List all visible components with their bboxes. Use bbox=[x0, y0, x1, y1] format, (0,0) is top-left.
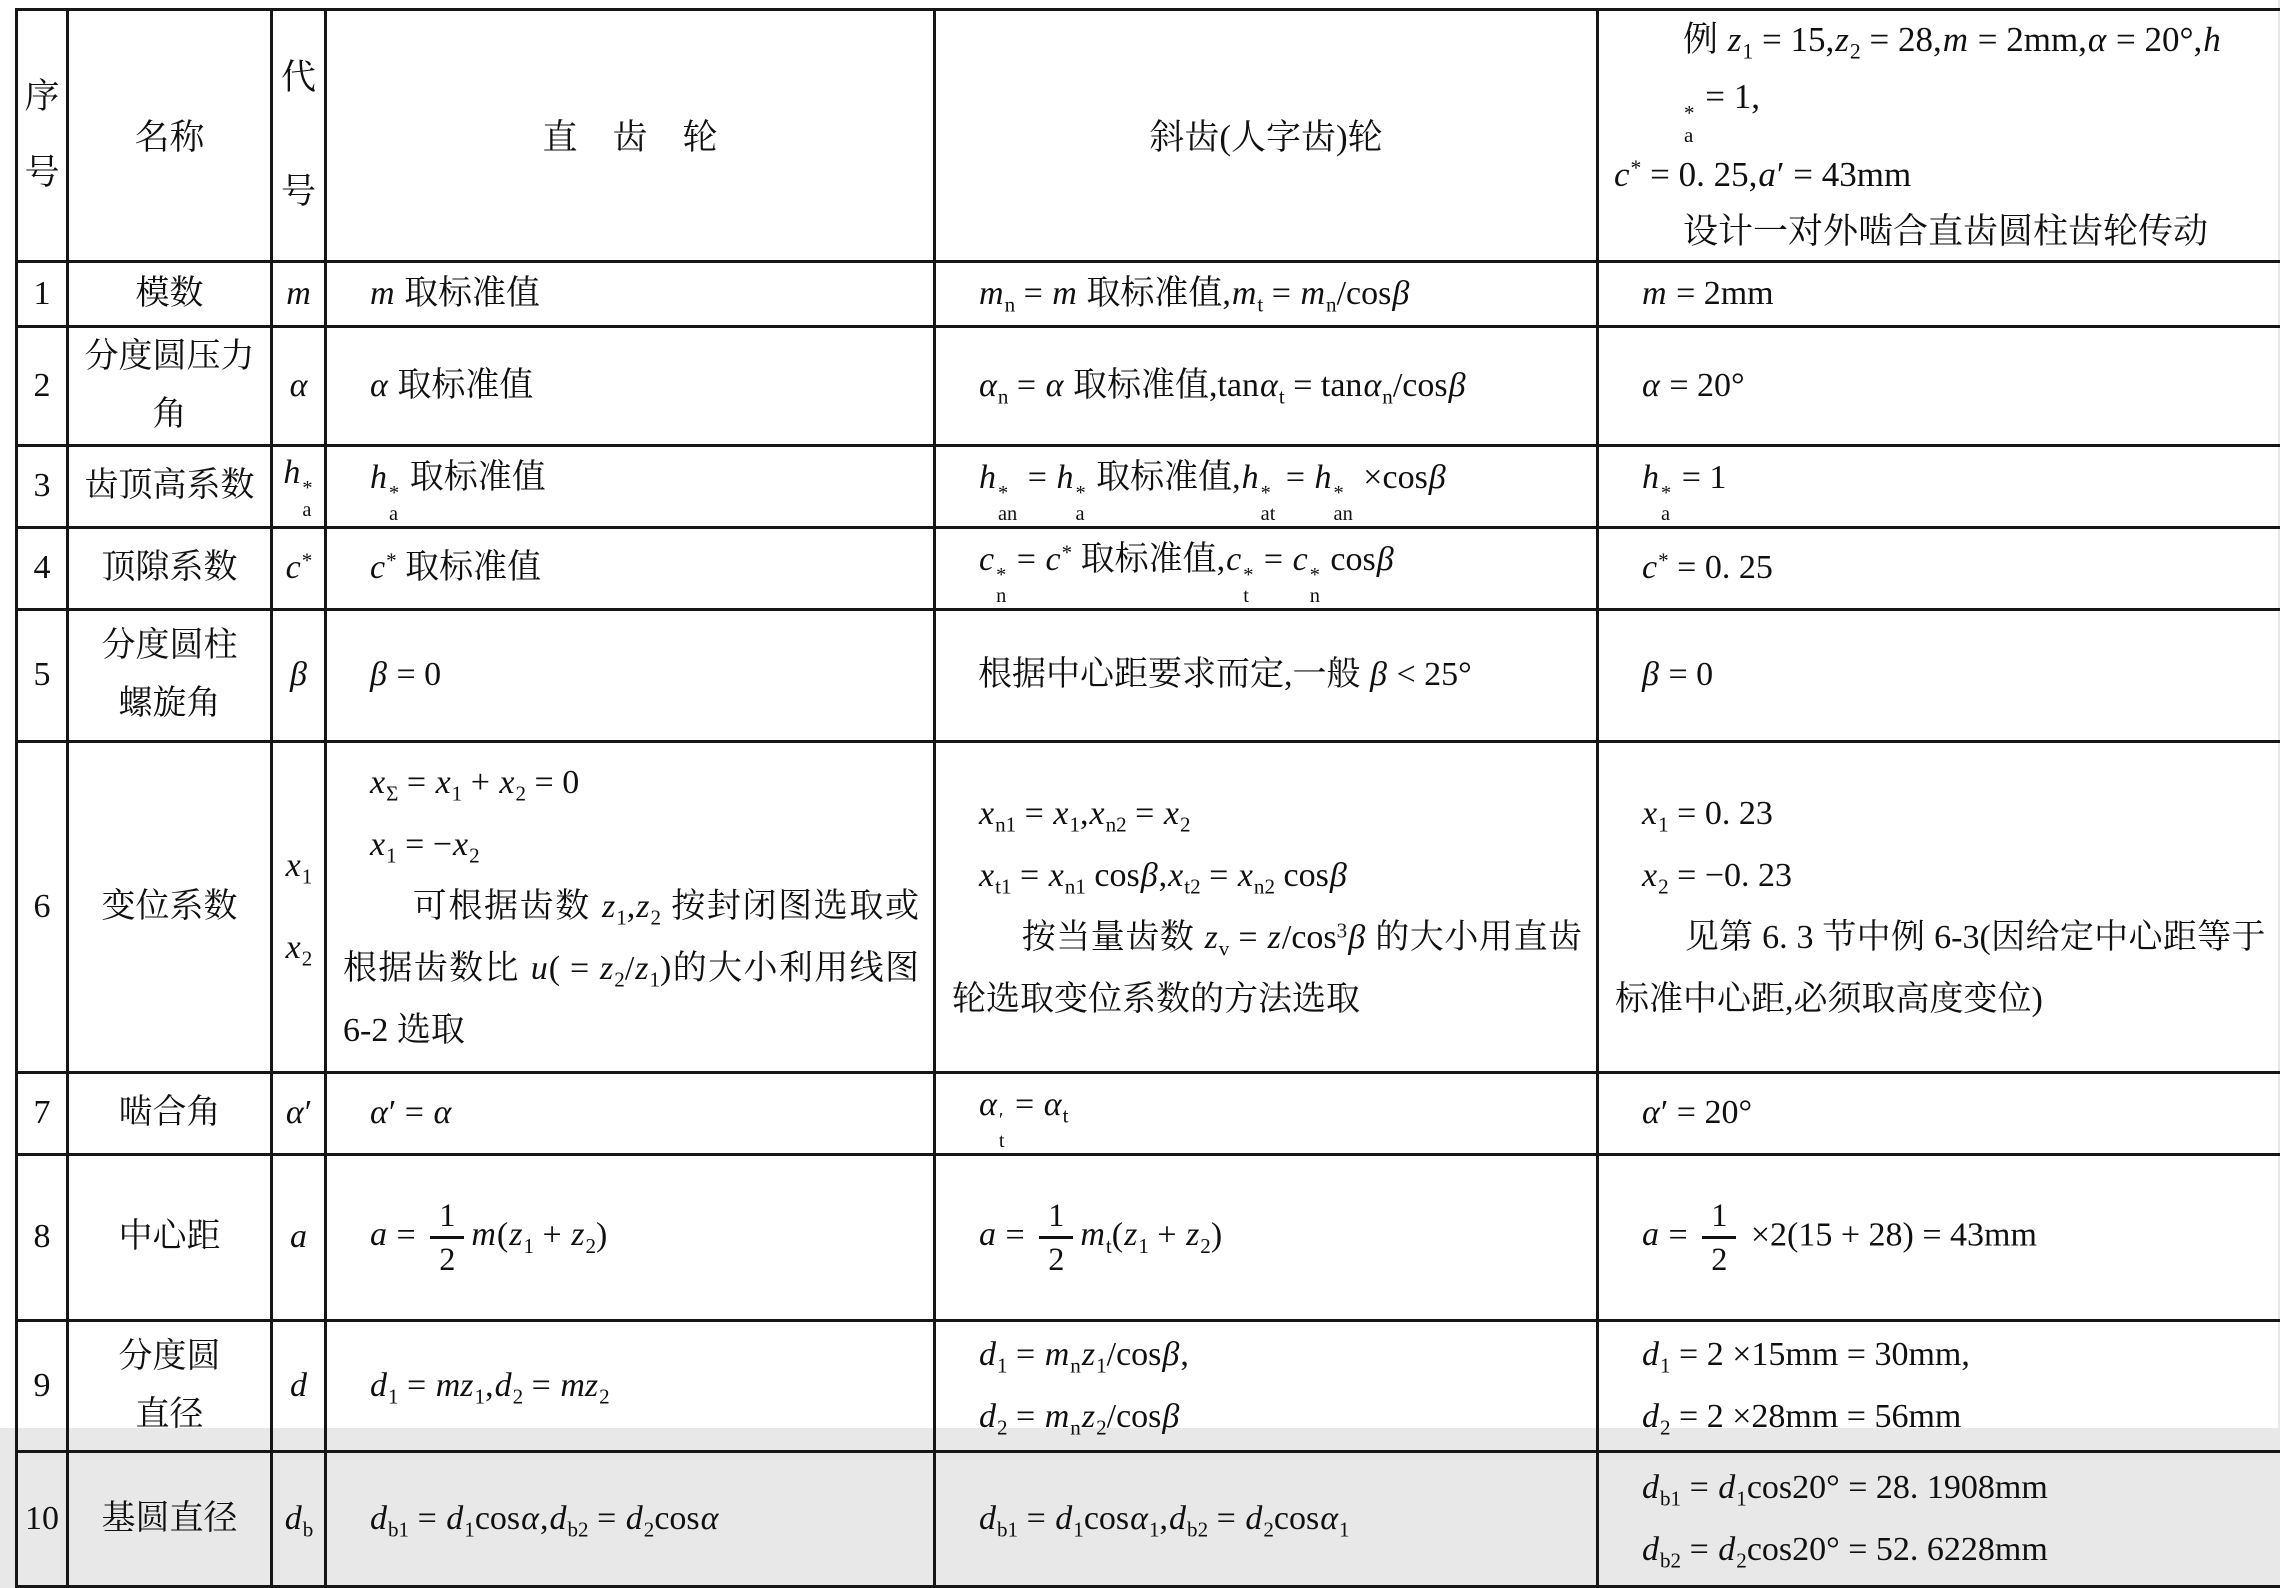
formula-line: 分度圆 bbox=[118, 1337, 221, 1375]
header-symbol bbox=[272, 10, 326, 262]
cell-spur bbox=[326, 609, 935, 741]
cell-spur bbox=[326, 326, 935, 445]
formula-line: $x_1 = -x_2$ bbox=[370, 825, 480, 868]
cell-example bbox=[1598, 326, 2280, 445]
cell-name bbox=[68, 741, 272, 1072]
formula-line: 代 bbox=[280, 58, 316, 98]
formula-line: $d_1 = mz_1,d_2 = mz_2$ bbox=[370, 1366, 610, 1409]
formula-line: 中心距 bbox=[118, 1218, 221, 1256]
cell-example bbox=[1598, 1320, 2280, 1451]
formula-line: $x_1 = 0$. 23 bbox=[1642, 794, 1773, 837]
formula-line: 螺旋角 bbox=[118, 685, 221, 723]
cell-num: 3 bbox=[17, 445, 68, 527]
formula-line: 根据中心距要求而定,一般 β < 25° bbox=[978, 656, 1472, 694]
formula-line: 分度圆压力角 bbox=[84, 337, 255, 433]
table-row bbox=[17, 326, 2280, 445]
cell-symbol bbox=[272, 741, 326, 1072]
formula-line: 见第 6. 3 节中例 6-3(因给定中心距等于标准中心距,必须取高度变位) bbox=[1615, 918, 2266, 1018]
formula-line: 啮合角 bbox=[118, 1094, 221, 1132]
formula-line: β = 0 bbox=[370, 656, 442, 694]
formula-line: $d_2 = 2 \times 28mm = 56mm$ bbox=[1642, 1397, 1962, 1440]
cell-symbol bbox=[272, 1320, 326, 1451]
formula-line: 分度圆柱 bbox=[101, 627, 238, 665]
formula-line: $d_1 = m_nz_1/\cos\beta$, bbox=[979, 1335, 1189, 1378]
cell-name bbox=[68, 609, 272, 741]
formula-line: d bbox=[290, 1366, 307, 1404]
cell-helical bbox=[935, 609, 1598, 741]
cell-num: 4 bbox=[17, 527, 68, 609]
cell-helical bbox=[935, 1320, 1598, 1451]
table-row bbox=[17, 445, 2280, 527]
formula-line: $d_{b2} = d_2\cos 20^\circ = 52$. 6228mm bbox=[1642, 1530, 2048, 1573]
cell-symbol bbox=[272, 445, 326, 527]
cell-name bbox=[68, 326, 272, 445]
cell-example bbox=[1598, 445, 2280, 527]
formula-line: h * an = h * a 取标准值,h * at = h * an ×cosβ bbox=[979, 458, 1446, 526]
formula-line: 顶隙系数 bbox=[101, 549, 238, 587]
cell-helical bbox=[935, 445, 1598, 527]
cell-symbol bbox=[272, 261, 326, 326]
formula-line: α 取标准值 bbox=[370, 366, 534, 404]
cell-name bbox=[68, 1154, 272, 1320]
formula-line: 齿顶高系数 bbox=[84, 467, 255, 505]
cell-example bbox=[1598, 609, 2280, 741]
header-spur-gear: 直 齿 轮 bbox=[326, 10, 935, 262]
cell-name bbox=[68, 445, 272, 527]
formula-line: a = $\frac{1}{2}$ $m(z_1 + z_2)$ bbox=[370, 1196, 608, 1277]
formula-line: α = 20° bbox=[1642, 366, 1745, 404]
formula-line: 设计一对外啮合直齿圆柱齿轮传动 bbox=[1683, 211, 2209, 251]
formula-line: α ′ t = $\alpha_t$ bbox=[979, 1085, 1069, 1153]
formula-line: c* = 0. 25,a′ = 43mm bbox=[1614, 154, 1912, 194]
cell-symbol bbox=[272, 609, 326, 741]
cell-num: 8 bbox=[17, 1154, 68, 1320]
formula-line: h * a 取标准值 bbox=[370, 458, 546, 526]
formula-line: $x_1$ bbox=[285, 846, 313, 889]
formula-line: 基圆直径 bbox=[101, 1499, 238, 1537]
formula-line: c* bbox=[285, 548, 313, 587]
formula-line: α bbox=[289, 366, 308, 404]
table-row bbox=[17, 609, 2280, 741]
table-row bbox=[17, 1072, 2280, 1154]
cell-num: 10 bbox=[17, 1451, 68, 1586]
formula-line: 例 $z_1 = 15,z_2 = 28,m = 2mm,\alpha = 20^\circ,h$ * a = 1, bbox=[1683, 20, 2221, 147]
formula-line: α′ bbox=[285, 1094, 313, 1132]
cell-example bbox=[1598, 261, 2280, 326]
table-row bbox=[17, 261, 2280, 326]
table-row bbox=[17, 1154, 2280, 1320]
cell-spur bbox=[326, 261, 935, 326]
table-row bbox=[17, 1451, 2280, 1586]
cell-symbol bbox=[272, 1154, 326, 1320]
cell-num: 7 bbox=[17, 1072, 68, 1154]
cell-name bbox=[68, 1320, 272, 1451]
cell-name bbox=[68, 1072, 272, 1154]
cell-spur bbox=[326, 1072, 935, 1154]
header-row bbox=[17, 10, 2280, 262]
cell-example bbox=[1598, 527, 2280, 609]
cell-example bbox=[1598, 1072, 2280, 1154]
table-row bbox=[17, 527, 2280, 609]
formula-line: c* 取标准值 bbox=[370, 548, 542, 587]
cell-symbol bbox=[272, 527, 326, 609]
cell-spur bbox=[326, 1154, 935, 1320]
cell-helical bbox=[935, 326, 1598, 445]
formula-line: a bbox=[290, 1218, 307, 1256]
header-example bbox=[1598, 10, 2280, 262]
formula-line: c * n = c* 取标准值,c * t = c * n cosβ bbox=[979, 540, 1394, 608]
cell-helical bbox=[935, 527, 1598, 609]
formula-line: 按当量齿数 $z_v = z/\cos^3\beta$ 的大小用直齿轮选取变位系数的方法选取 bbox=[952, 918, 1583, 1018]
formula-line: $d_{b1} = d_1\cos 20^\circ = 28$. 1908mm bbox=[1642, 1468, 2048, 1511]
cell-num: 1 bbox=[17, 261, 68, 326]
header-serial bbox=[17, 10, 68, 262]
formula-line: $d_{b1} = d_1\cos\alpha_1,d_{b2} = d_2\cos\alpha_1$ bbox=[979, 1499, 1350, 1542]
formula-line: $d_1 = 2 \times 15mm = 30mm$, bbox=[1642, 1335, 1970, 1378]
formula-line: $d_b$ bbox=[284, 1499, 314, 1542]
formula-line: α′ = 20° bbox=[1642, 1094, 1753, 1132]
formula-line: $\alpha_n = \alpha$ 取标准值,tanα$_t$ = tanα$_n$/cosβ bbox=[979, 366, 1466, 409]
formula-line: a = $\frac{1}{2}$ $m_t(z_1 + z_2)$ bbox=[979, 1196, 1223, 1277]
formula-line: $m_n = m$ 取标准值$,m_t = m_n/\cos\beta$ bbox=[979, 274, 1410, 317]
formula-line: 变位系数 bbox=[101, 887, 238, 925]
formula-line: a = $\frac{1}{2}$ ×2(15 + 28) = 43mm bbox=[1642, 1196, 2037, 1277]
formula-line: m bbox=[286, 274, 311, 312]
formula-line: α′ = α bbox=[370, 1094, 452, 1132]
formula-line: m 取标准值 bbox=[370, 274, 541, 312]
formula-line: 号 bbox=[280, 172, 316, 212]
formula-line: h * a = 1 bbox=[1642, 458, 1727, 526]
cell-num: 5 bbox=[17, 609, 68, 741]
cell-num: 9 bbox=[17, 1320, 68, 1451]
formula-line: $d_2 = m_nz_2/\cos\beta$ bbox=[979, 1397, 1180, 1440]
cell-spur bbox=[326, 1451, 935, 1586]
cell-spur bbox=[326, 445, 935, 527]
formula-line: β = 0 bbox=[1642, 656, 1714, 694]
formula-line: 直径 bbox=[135, 1395, 204, 1433]
cell-helical bbox=[935, 1451, 1598, 1586]
cell-num: 2 bbox=[17, 326, 68, 445]
cell-symbol bbox=[272, 1072, 326, 1154]
formula-line: 序 bbox=[24, 77, 60, 117]
cell-example bbox=[1598, 741, 2280, 1072]
cell-example bbox=[1598, 1451, 2280, 1586]
formula-line: 可根据齿数 $z_1,z_2$ 按封闭图选取或根据齿数比 $u( = z_2/z_1)$的大小利用线图 6-2 选取 bbox=[343, 887, 920, 1049]
cell-helical bbox=[935, 741, 1598, 1072]
formula-line: $x_2 = -0$. 23 bbox=[1642, 856, 1792, 899]
formula-line: 模数 bbox=[135, 274, 204, 312]
formula-line: $x_{t1} = x_{n1}$ $\cos\beta,x_{t2} = x_{n2}$ cosβ bbox=[979, 856, 1347, 899]
cell-spur bbox=[326, 527, 935, 609]
cell-helical bbox=[935, 261, 1598, 326]
cell-num: 6 bbox=[17, 741, 68, 1072]
table-row bbox=[17, 1320, 2280, 1451]
cell-example bbox=[1598, 1154, 2280, 1320]
table-row bbox=[17, 741, 2280, 1072]
cell-name bbox=[68, 261, 272, 326]
formula-line: $x_\Sigma = x_1 + x_2 = 0$ bbox=[370, 763, 580, 806]
formula-line: $x_2$ bbox=[285, 928, 313, 971]
cell-spur bbox=[326, 741, 935, 1072]
cell-helical bbox=[935, 1154, 1598, 1320]
cell-helical bbox=[935, 1072, 1598, 1154]
formula-line: β bbox=[290, 656, 307, 694]
formula-line: m = 2mm bbox=[1642, 274, 1774, 312]
cell-symbol bbox=[272, 326, 326, 445]
cell-name bbox=[68, 1451, 272, 1586]
formula-line: $x_{n1} = x_1,x_{n2} = x_2$ bbox=[979, 794, 1191, 837]
formula-line: $d_{b1} = d_1\cos\alpha,d_{b2} = d_2\cos\alpha$ bbox=[370, 1499, 719, 1542]
formula-line: 号 bbox=[24, 153, 60, 193]
cell-symbol bbox=[272, 1451, 326, 1586]
formula-line: h * a bbox=[283, 454, 313, 521]
gear-design-table bbox=[15, 8, 2280, 1588]
header-name: 名称 bbox=[68, 10, 272, 262]
header-helical-gear: 斜齿(人字齿)轮 bbox=[935, 10, 1598, 262]
cell-spur bbox=[326, 1320, 935, 1451]
formula-line: c* = 0. 25 bbox=[1642, 548, 1773, 587]
cell-name bbox=[68, 527, 272, 609]
